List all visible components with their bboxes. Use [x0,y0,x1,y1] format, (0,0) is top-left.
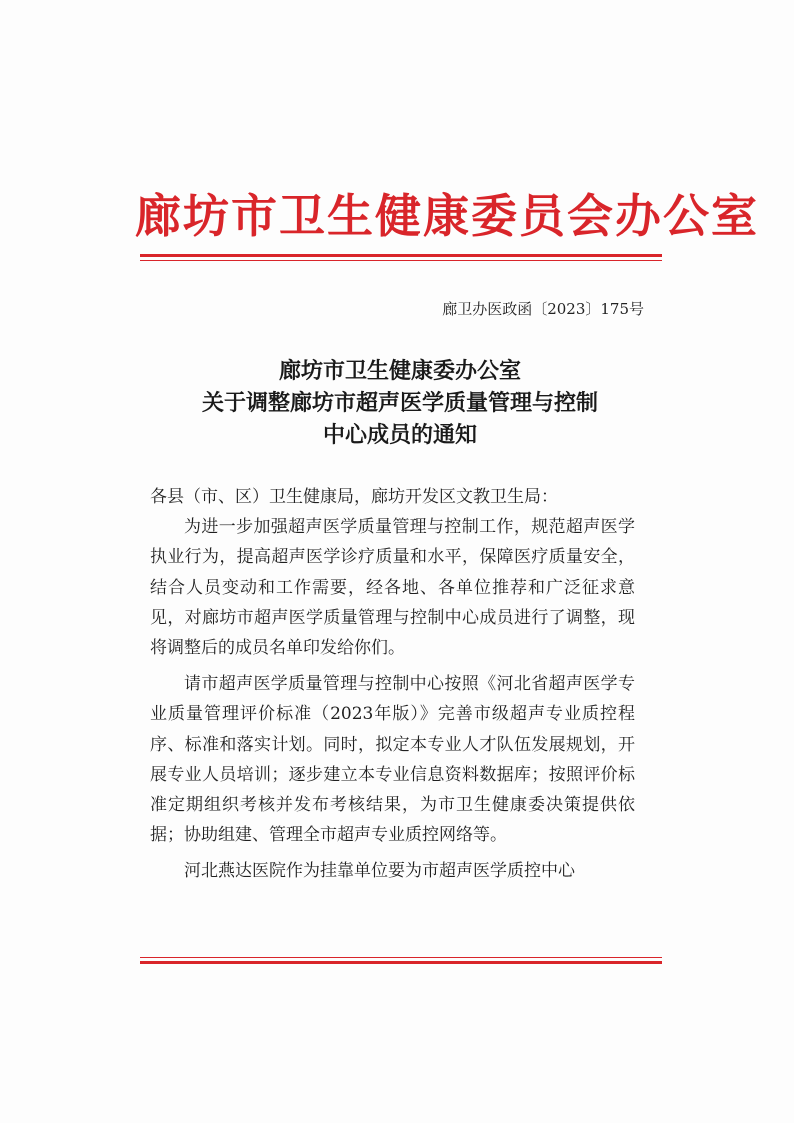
notice-title [150,355,650,451]
body-paragraph-3: 河北燕达医院作为挂靠单位要为市超声医学质控中心 [184,861,575,882]
body-paragraph-2: 请市超声医学质量管理与控制中心按照《河北省超声医学专业质量管理评价标准（2023年版）》完善市级超声专业质控程序、标准和落实计划。同时，拟定本专业人才队伍发展规划，开展专业人员培训；逐步建立本专业信息资料数据库；按照评价标准定期组织考核并发布考核结果，为市卫生健康委决策提供依据；协助组建、管理全市超声专业质控网络等。 [150,674,635,846]
notice-title-line-2: 关于调整廊坊市超声医学质量管理与控制 [201,390,598,416]
notice-title-line-1: 廊坊市卫生健康委办公室 [278,358,521,384]
agency-header-title: 廊坊市卫生健康委员会办公室 [135,189,759,243]
notice-title-line-3: 中心成员的通知 [322,422,477,448]
header-red-rule-thick [140,254,662,257]
salutation: 各县（市、区）卫生健康局，廊坊开发区文教卫生局： [150,487,558,507]
header-red-rule-thin [140,260,662,261]
footer-red-rule-thick [140,961,662,964]
footer-red-rule-thin [140,957,662,958]
body-paragraph-1: 为进一步加强超声医学质量管理与控制工作，规范超声医学执业行为，提高超声医学诊疗质量和水平，保障医疗质量安全，结合人员变动和工作需要，经各地、各单位推荐和广泛征求意见，对廊坊市超声医学质量管理与控制中心成员进行了调整，现将调整后的成员名单印发给你们。 [150,517,635,659]
document-number: 廊卫办医政函〔2023〕175号 [442,300,644,318]
notice-body [150,482,635,887]
